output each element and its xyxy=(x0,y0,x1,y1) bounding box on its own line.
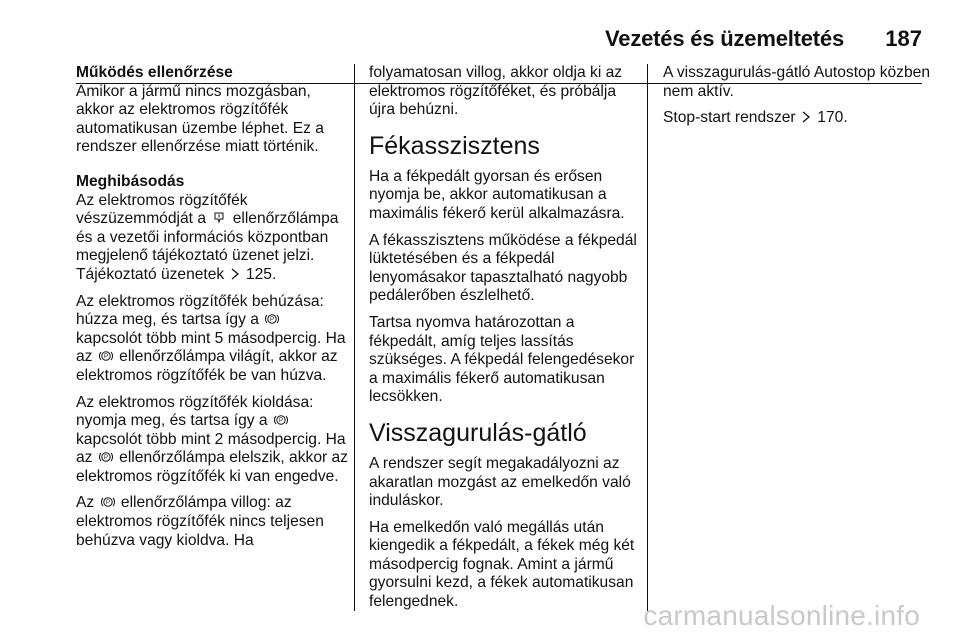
parking-brake-icon xyxy=(99,349,113,363)
paragraph: Stop-start rendszer 170. xyxy=(663,109,848,127)
svg-text:P: P xyxy=(278,418,283,425)
svg-text:P: P xyxy=(103,455,108,462)
page-number: 187 xyxy=(885,26,922,51)
paragraph: Az P ellenőrzőlámpa villog: az elektromos rögzítőfék nincs teljesen behúzva vagy kioldva. Ha xyxy=(76,494,324,549)
cross-reference-arrow-icon xyxy=(802,111,811,123)
paragraph: A fékasszisztens működése a fékpedál lüktetésében és a fékpedál lenyomásakor tapasztalható nagyobb pedálerőben észlelhető. xyxy=(369,231,637,305)
xref-link[interactable]: 125. xyxy=(245,265,277,283)
section-heading-brake-assist: Fékasszisztens xyxy=(369,131,540,160)
cross-reference-arrow-icon xyxy=(231,268,240,280)
paragraph: Az elektromos rögzítőfék behúzása: húzza meg, és tartsa így a P kapcsolót több mint 5 másodpercig. Ha az P ellenőrzőlámpa világít, akkor az elektromos rögzítőfék be van húzva. xyxy=(76,292,346,384)
paragraph: Ha emelkedőn való megállás után kiengedik a fékpedált, a fékek még két másodpercig fognak. Amint a jármű gyorsulni kezd, a fékek automatikusan felengednek. xyxy=(369,518,635,611)
paragraph: Az elektromos rögzítőfék vészüzemmódját a ellenőrzőlámpa és a vezetői információs központban megjelenő tájékoztató üzenet jelzi. Tájékoztató üzenetek 125. xyxy=(76,191,339,283)
subheading-fault: Meghibásodás xyxy=(76,172,185,190)
wrench-warning-icon xyxy=(212,211,226,225)
column-3 xyxy=(663,64,935,136)
parking-brake-icon xyxy=(99,450,113,464)
parking-brake-icon xyxy=(265,312,279,326)
paragraph: A rendszer segít megakadályozni az akaratlan mozgást az emelkedőn való induláskor. xyxy=(369,454,631,510)
paragraph: folyamatosan villog, akkor oldja ki az elektromos rögzítőféket, és próbálja újra behúzni. xyxy=(369,64,623,119)
column-divider-1 xyxy=(354,64,355,611)
xref-link[interactable]: 170. xyxy=(817,109,848,127)
svg-text:P: P xyxy=(103,354,108,361)
paragraph: Ha a fékpedált gyorsan és erősen nyomja be, akkor automatikusan a maximális fékerő kerül alkalmazásra. xyxy=(369,167,625,222)
page-header xyxy=(0,26,960,58)
watermark: carmanualsonline.info xyxy=(643,600,920,631)
column-divider-2 xyxy=(647,64,648,611)
paragraph: Amikor a jármű nincs mozgásban, akkor az elektromos rögzítőfék automatikusan üzembe léphet. Ez a rendszer ellenőrzése miatt történik. xyxy=(76,82,324,156)
column-2 xyxy=(369,64,641,620)
section-heading-hill-start-assist: Visszagurulás-gátló xyxy=(369,418,587,447)
paragraph: Tartsa nyomva határozottan a fékpedált, amíg teljes lassítás szükséges. A fékpedál felengedésekor a maximális fékerő automatikusan lecsökken. xyxy=(369,313,635,406)
running-title: Vezetés és üzemeltetés xyxy=(605,26,844,51)
svg-text:P: P xyxy=(105,500,110,507)
parking-brake-icon xyxy=(101,495,115,509)
svg-text:P: P xyxy=(270,317,275,324)
parking-brake-icon xyxy=(274,413,288,427)
subheading-operation-check: Működés ellenőrzése xyxy=(76,64,233,81)
paragraph: A visszagurulás-gátló Autostop közben nem aktív. xyxy=(663,64,930,100)
column-1 xyxy=(76,64,348,558)
paragraph: Az elektromos rögzítőfék kioldása: nyomja meg, és tartsa így a P kapcsolót több mint 2 másodpercig. Ha az P ellenőrzőlámpa elelszik, akkor az elektromos rögzítőfék ki van engedve. xyxy=(76,393,348,485)
